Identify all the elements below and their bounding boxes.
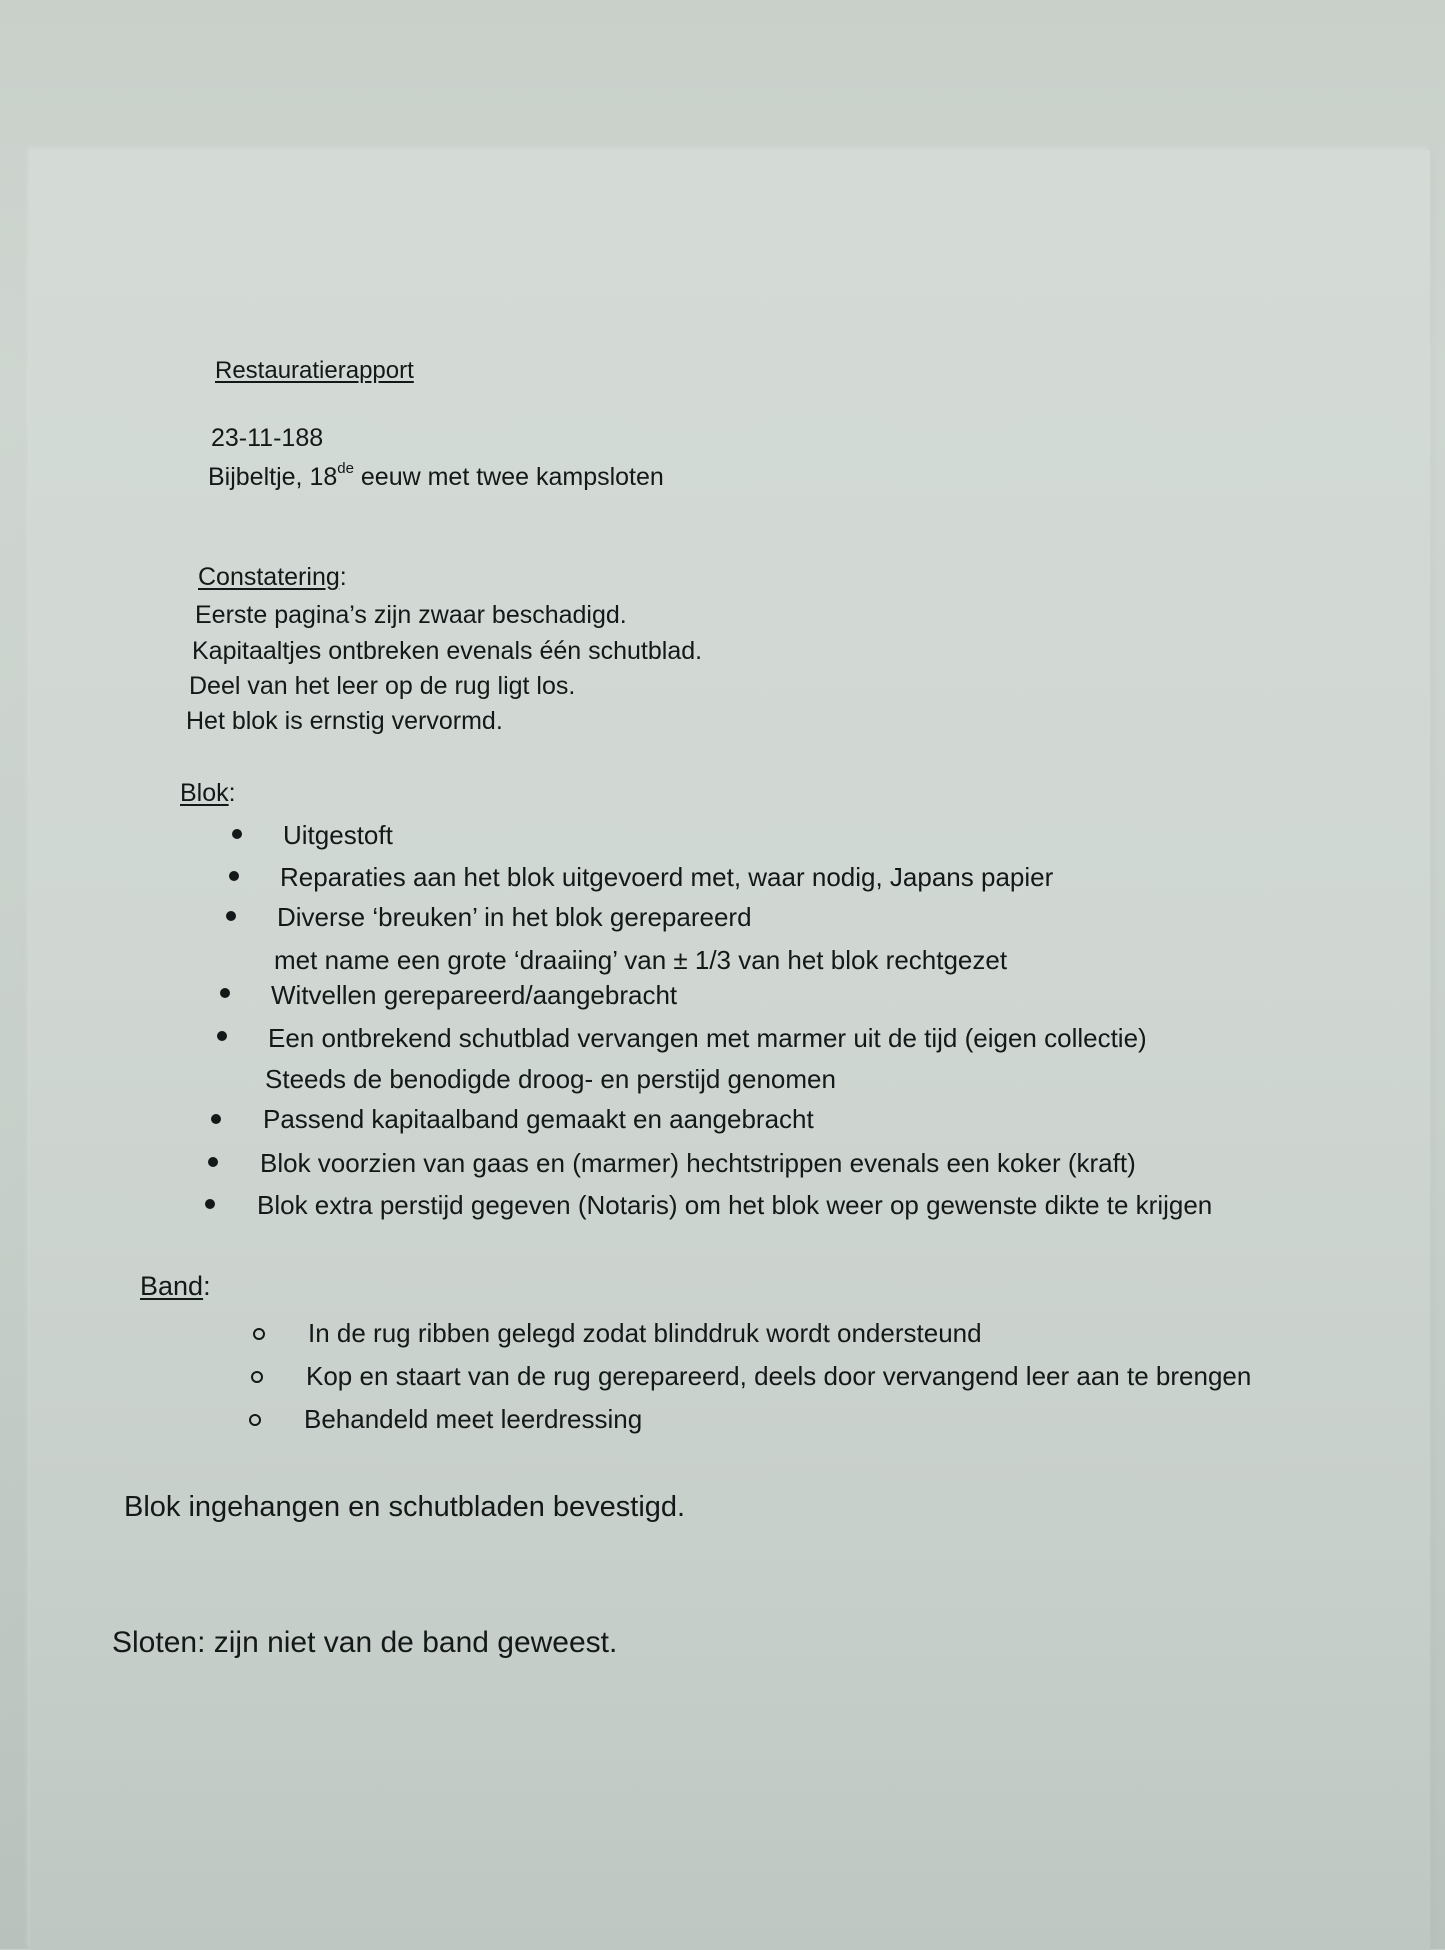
blok-item: Reparaties aan het blok uitgevoerd met, waar nodig, Japans papier <box>280 862 1054 892</box>
constatering-heading <box>198 565 347 590</box>
constatering-line: Het blok is ernstig vervormd. <box>186 707 503 735</box>
subject-superscript: de <box>337 460 354 477</box>
bullet-icon <box>220 988 230 998</box>
bullet-icon <box>205 1199 215 1209</box>
circle-bullet-icon <box>249 1414 261 1426</box>
constatering-line: Kapitaaltjes ontbreken evenals één schutblad. <box>192 637 703 665</box>
bullet-icon <box>211 1114 221 1124</box>
band-heading-text: Band <box>140 1271 204 1301</box>
blok-item: Blok extra perstijd gegeven (Notaris) om het blok weer op gewenste dikte te krijgen <box>257 1190 1213 1220</box>
circle-bullet-icon <box>251 1371 263 1383</box>
sloten-statement: Sloten: zijn niet van de band geweest. <box>112 1626 618 1659</box>
band-heading <box>140 1273 211 1300</box>
constatering-heading-colon: : <box>339 563 347 591</box>
blok-item: Witvellen gerepareerd/aangebracht <box>271 980 678 1010</box>
blok-item-continuation: Steeds de benodigde droog- en perstijd genomen <box>265 1064 836 1094</box>
blok-item: Een ontbrekend schutblad vervangen met marmer uit de tijd (eigen collectie) <box>268 1023 1147 1053</box>
report-date: 23-11-188 <box>211 424 324 452</box>
bullet-icon <box>229 871 239 881</box>
band-item: Kop en staart van de rug gerepareerd, deels door vervangend leer aan te brengen <box>306 1361 1252 1391</box>
bullet-icon <box>232 829 242 839</box>
blok-item-continuation: met name een grote ‘draaiing’ van ± 1/3 van het blok rechtgezet <box>274 945 1008 975</box>
constatering-line: Eerste pagina’s zijn zwaar beschadigd. <box>195 601 627 629</box>
bullet-icon <box>226 911 236 921</box>
subject-suffix: eeuw met twee kampsloten <box>353 463 664 491</box>
band-item: Behandeld meet leerdressing <box>304 1404 643 1434</box>
blok-item: Passend kapitaalband gemaakt en aangebracht <box>263 1104 814 1134</box>
bullet-icon <box>208 1157 218 1167</box>
band-heading-colon: : <box>203 1271 211 1301</box>
blok-heading <box>180 781 236 806</box>
blok-heading-text: Blok <box>180 779 229 807</box>
band-item: In de rug ribben gelegd zodat blinddruk wordt ondersteund <box>308 1318 982 1348</box>
blok-item: Diverse ‘breuken’ in het blok gerepareerd <box>277 902 752 932</box>
report-subject <box>208 460 664 491</box>
blok-item: Blok voorzien van gaas en (marmer) hechtstrippen evenals een koker (kraft) <box>260 1148 1136 1178</box>
subject-prefix: Bijbeltje, 18 <box>208 463 338 491</box>
constatering-line: Deel van het leer op de rug ligt los. <box>189 672 576 700</box>
blok-item: Uitgestoft <box>283 820 393 850</box>
constatering-heading-text: Constatering <box>198 563 340 591</box>
circle-bullet-icon <box>253 1328 265 1340</box>
blok-heading-colon: : <box>228 779 236 807</box>
report-title: Restauratierapport <box>215 357 414 384</box>
closing-statement: Blok ingehangen en schutbladen bevestigd. <box>124 1491 686 1523</box>
bullet-icon <box>217 1031 227 1041</box>
